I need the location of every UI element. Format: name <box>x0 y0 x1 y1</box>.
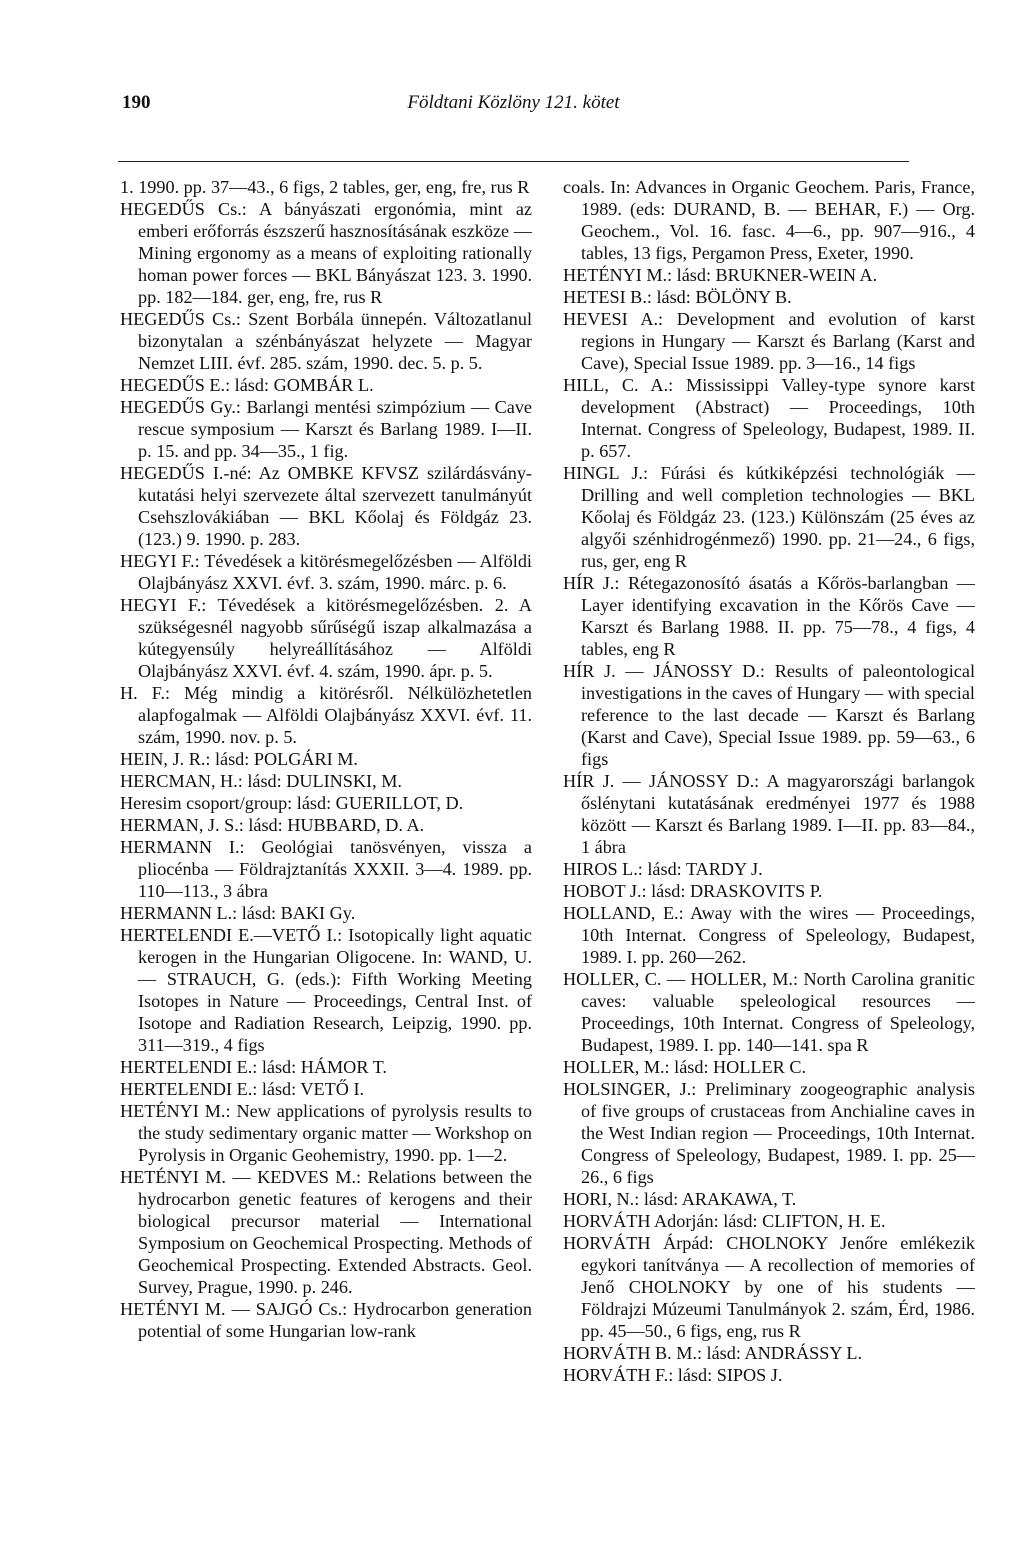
running-title: Földtani Közlöny 121. kötet <box>407 92 620 113</box>
bibliography-entry: HOLLAND, E.: Away with the wires — Proceedings, 10th Internat. Congress of Speleology, Budapest, 1989. I. pp. 260—262. <box>563 903 975 967</box>
bibliography-entry: HERMAN, J. S.: lásd: HUBBARD, D. A. <box>120 815 425 835</box>
bibliography-entry: Heresim csoport/group: lásd: GUERILLOT, D. <box>120 793 464 813</box>
bibliography-entry: HÍR J. — JÁNOSSY D.: A magyarországi barlangok őslénytani kutatásának eredményei 1977 és 1988 között — Karszt és Barlang 1989. I—II. pp. 83—84., 1 ábra <box>563 771 975 857</box>
bibliography-entry: HERCMAN, H.: lásd: DULINSKI, M. <box>120 771 402 791</box>
bibliography-entry: H. F.: Még mindig a kitörésről. Nélkülözhetetlen alapfogalmak — Alföldi Olajbányász XXVI. évf. 11. szám, 1990. nov. p. 5. <box>120 683 532 747</box>
bibliography-entry: HETESI B.: lásd: BÖLÖNY B. <box>563 287 792 307</box>
bibliography-entry: HERTELENDI E.—VETŐ I.: Isotopically light aquatic kerogen in the Hungarian Oligocene. In: WAND, U. — STRAUCH, G. (eds.): Fifth Working Meeting Isotopes in Nature — Proceedings, Central Inst. of Isotope and Radiation Research, Leipzig, 1990. pp. 311—319., 4 figs <box>120 925 532 1055</box>
bibliography-entry: HOLLER, M.: lásd: HOLLER C. <box>563 1057 806 1077</box>
bibliography-entry: HOBOT J.: lásd: DRASKOVITS P. <box>563 881 823 901</box>
header-rule <box>118 161 909 162</box>
bibliography-entry: HERTELENDI E.: lásd: HÁMOR T. <box>120 1057 387 1077</box>
bibliography-entry: HORVÁTH F.: lásd: SIPOS J. <box>563 1365 783 1385</box>
bibliography-entry: HÍR J.: Rétegazonosító ásatás a Kőrös-barlangban — Layer identifying excavation in the Kőrös Cave — Karszt és Barlang 1988. II. pp. 75—78., 4 figs, 4 tables, eng R <box>563 573 975 659</box>
bibliography-entry: coals. In: Advances in Organic Geochem. Paris, France, 1989. (eds: DURAND, B. — BEHAR, F.) — Org. Geochem., Vol. 16. fasc. 4—6., pp. 907—916., 4 tables, 13 figs, Pergamon Press, Exeter, 1990. <box>563 177 975 263</box>
bibliography-entry: HETÉNYI M. — KEDVES M.: Relations between the hydrocarbon genetic features of kerogens and their biological precursor material — International Symposium on Geochemical Prospecting. Methods of Geochemical Prospecting. Extended Abstracts. Geol. Survey, Prague, 1990. p. 246. <box>120 1167 532 1297</box>
bibliography-entry: HERMANN L.: lásd: BAKI Gy. <box>120 903 356 923</box>
page-header <box>120 92 907 124</box>
bibliography-entry: HORVÁTH B. M.: lásd: ANDRÁSSY L. <box>563 1343 862 1363</box>
bibliography-entry: HEGEDŰS Gy.: Barlangi mentési szimpózium — Cave rescue symposium — Karszt és Barlang 1989. I—II. p. 15. and pp. 34—35., 1 fig. <box>120 397 532 461</box>
bibliography-entry: HORVÁTH Árpád: CHOLNOKY Jenőre emlékezik egykori tanítványa — A recollection of memories of Jenő CHOLNOKY by one of his students — Földrajzi Múzeumi Tanulmányok 2. szám, Érd, 1986. pp. 45—50., 6 figs, eng, rus R <box>563 1233 975 1341</box>
bibliography-entry: HETÉNYI M.: New applications of pyrolysis results to the study sedimentary organic matter — Workshop on Pyrolysis in Organic Geohemistry, 1990. pp. 1—2. <box>120 1101 532 1165</box>
bibliography-entry: 1. 1990. pp. 37—43., 6 figs, 2 tables, ger, eng, fre, rus R <box>120 177 530 197</box>
bibliography-entry: HEVESI A.: Development and evolution of karst regions in Hungary — Karszt és Barlang (Karst and Cave), Special Issue 1989. pp. 3—16., 14 figs <box>563 309 975 373</box>
bibliography-entry: HÍR J. — JÁNOSSY D.: Results of paleontological investigations in the caves of Hungary — with special reference to the last decade — Karszt és Barlang (Karst and Cave), Special Issue 1989. pp. 59—63., 6 figs <box>563 661 975 769</box>
page-number: 190 <box>122 92 151 113</box>
bibliography-entry: HEGEDŰS Cs.: A bányászati ergonómia, mint az emberi erőforrás észszerű hasznosításának eszköze — Mining ergonomy as a means of exploiting rationally homan power forces — BKL Bányászat 123. 3. 1990. pp. 182—184. ger, eng, fre, rus R <box>120 199 532 307</box>
bibliography-entry: HEIN, J. R.: lásd: POLGÁRI M. <box>120 749 358 769</box>
bibliography-entry: HERTELENDI E.: lásd: VETŐ I. <box>120 1079 365 1099</box>
bibliography-entry: HETÉNYI M. — SAJGÓ Cs.: Hydrocarbon generation potential of some Hungarian low-rank <box>120 1299 532 1341</box>
bibliography-entry: HEGYI F.: Tévedések a kitörésmegelőzésben. 2. A szükségesnél nagyobb sűrűségű iszap alkalmazása a kútegyensúly helyreállításához — Alföldi Olajbányász XXVI. évf. 4. szám, 1990. ápr. p. 5. <box>120 595 532 681</box>
bibliography-entry: HINGL J.: Fúrási és kútkiképzési technológiák — Drilling and well completion technologies — BKL Kőolaj és Földgáz 23. (123.) Különszám (25 éves az algyői szénhidrogénmező) 1990. pp. 21—24., 6 figs, rus, ger, eng R <box>563 463 975 571</box>
left-column <box>120 176 532 1342</box>
bibliography-entry: HILL, C. A.: Mississippi Valley-type synore karst development (Abstract) — Proceedings, 10th Internat. Congress of Speleology, Budapest, 1989. II. p. 657. <box>563 375 975 461</box>
bibliography-entry: HOLSINGER, J.: Preliminary zoogeographic analysis of five groups of crustaceas from Anchialine caves in the West Indian region — Proceedings, 10th Internat. Congress of Speleology, Budapest, 1989. I. pp. 25—26., 6 figs <box>563 1079 975 1187</box>
bibliography-entry: HOLLER, C. — HOLLER, M.: North Carolina granitic caves: valuable speleological resources — Proceedings, 10th Internat. Congress of Speleology, Budapest, 1989. I. pp. 140—141. spa R <box>563 969 975 1055</box>
bibliography-entry: HEGEDŰS Cs.: Szent Borbála ünnepén. Változatlanul bizonytalan a szénbányászat helyzete — Magyar Nemzet LIII. évf. 285. szám, 1990. dec. 5. p. 5. <box>120 309 532 373</box>
bibliography-entry: HIROS L.: lásd: TARDY J. <box>563 859 763 879</box>
bibliography-entry: HORI, N.: lásd: ARAKAWA, T. <box>563 1189 797 1209</box>
bibliography-entry: HETÉNYI M.: lásd: BRUKNER-WEIN A. <box>563 265 878 285</box>
bibliography-entry: HEGEDŰS I.-né: Az OMBKE KFVSZ szilárdásvány-kutatási helyi szervezete által szervezett tanulmányút Csehszlovákiában — BKL Kőolaj és Földgáz 23. (123.) 9. 1990. p. 283. <box>120 463 532 549</box>
right-column <box>563 176 975 1386</box>
bibliography-entry: HORVÁTH Adorján: lásd: CLIFTON, H. E. <box>563 1211 886 1231</box>
bibliography-entry: HEGEDŰS E.: lásd: GOMBÁR L. <box>120 375 374 395</box>
bibliography-entry: HERMANN I.: Geológiai tanösvényen, vissza a pliocénba — Földrajztanítás XXXII. 3—4. 1989. pp. 110—113., 3 ábra <box>120 837 532 901</box>
bibliography-entry: HEGYI F.: Tévedések a kitörésmegelőzésben — Alföldi Olajbányász XXVI. évf. 3. szám, 1990. márc. p. 6. <box>120 551 532 593</box>
